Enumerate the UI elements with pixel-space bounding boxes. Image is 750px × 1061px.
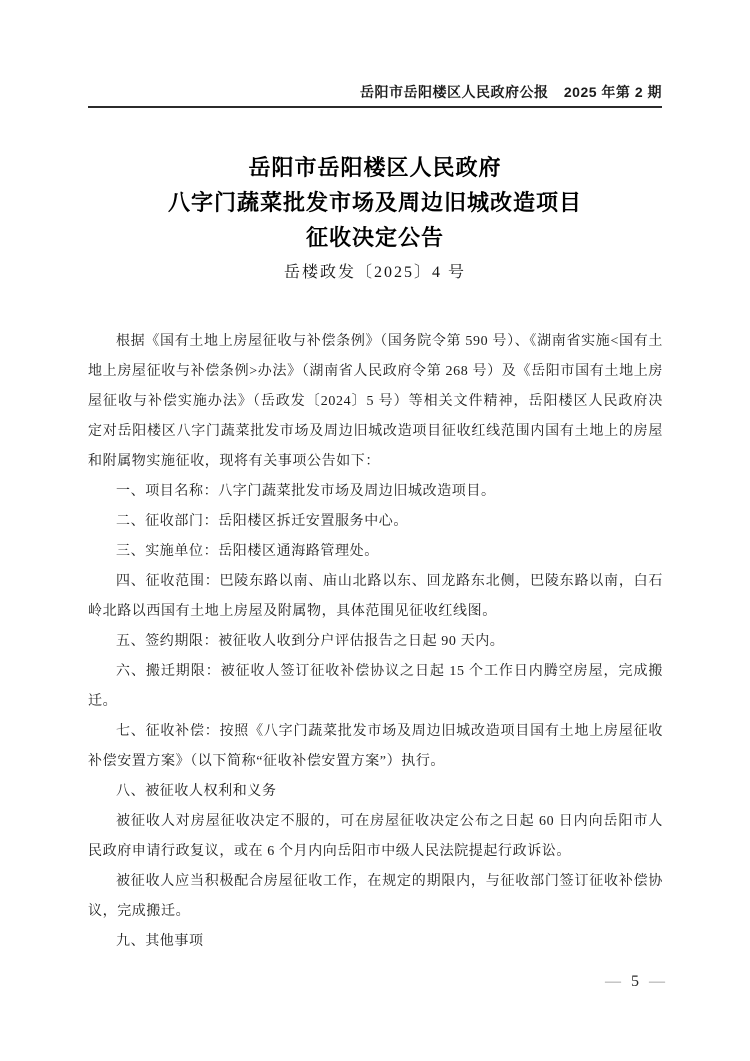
page-number-dash-left: — <box>605 973 621 990</box>
body-paragraph: 四、征收范围：巴陵东路以南、庙山北路以东、回龙路东北侧，巴陵东路以南，白石岭北路以西国有土地上房屋及附属物，具体范围见征收红线图。 <box>88 574 663 619</box>
body-paragraph: 七、征收补偿：按照《八字门蔬菜批发市场及周边旧城改造项目国有土地上房屋征收补偿安置方案》（以下简称“征收补偿安置方案”）执行。 <box>88 724 663 769</box>
body-paragraph: 八、被征收人权利和义务 <box>116 784 277 799</box>
page-number <box>605 972 665 992</box>
body-paragraph: 六、搬迁期限：被征收人签订征收补偿协议之日起 15 个工作日内腾空房屋，完成搬迁。 <box>88 664 663 709</box>
body-paragraph: 被征收人对房屋征收决定不服的，可在房屋征收决定公布之日起 60 日内向岳阳市人民政府申请行政复议，或在 6 个月内向岳阳市中级人民法院提起行政诉讼。 <box>88 814 663 859</box>
body-paragraph: 五、签约期限：被征收人收到分户评估报告之日起 90 天内。 <box>116 634 505 649</box>
document-title-line-3: 征收决定公告 <box>305 225 444 250</box>
document-title-line-1: 岳阳市岳阳楼区人民政府 <box>248 155 502 180</box>
document-number: 岳楼政发〔2025〕4 号 <box>283 264 466 281</box>
page-number-dash-right: — <box>649 973 665 990</box>
body-paragraph: 三、实施单位：岳阳楼区通海路管理处。 <box>116 544 379 559</box>
body-paragraph: 一、项目名称：八字门蔬菜批发市场及周边旧城改造项目。 <box>116 484 496 499</box>
document-title-line-2: 八字门蔬菜批发市场及周边旧城改造项目 <box>167 190 582 215</box>
body-paragraph: 根据《国有土地上房屋征收与补偿条例》（国务院令第 590 号）、《湖南省实施<国有土地上房屋征收与补偿条例>办法》（湖南省人民政府令第 268 号）及《岳阳市国有土地上房屋征收与补偿实施办法》（岳政发〔2024〕5 号）等相关文件精神，岳阳楼区人民政府决定对岳阳楼区八字门蔬菜批发市场及周边旧城改造项目征收红线范围内国有土地上的房屋和附属物实施征收，现将有关事项公告如下： <box>88 334 663 469</box>
gazette-header <box>88 84 662 108</box>
gazette-title: 岳阳市岳阳楼区人民政府公报 <box>360 84 549 100</box>
body-paragraph: 被征收人应当积极配合房屋征收工作，在规定的期限内，与征收部门签订征收补偿协议，完成搬迁。 <box>88 874 663 919</box>
document-title <box>0 150 750 255</box>
body-paragraph: 二、征收部门：岳阳楼区拆迁安置服务中心。 <box>116 514 408 529</box>
gazette-issue-label: 2025 年第 2 期 <box>563 84 662 100</box>
body-paragraph: 九、其他事项 <box>116 934 204 949</box>
document-body <box>88 327 663 957</box>
page-number-value: 5 <box>631 973 639 990</box>
